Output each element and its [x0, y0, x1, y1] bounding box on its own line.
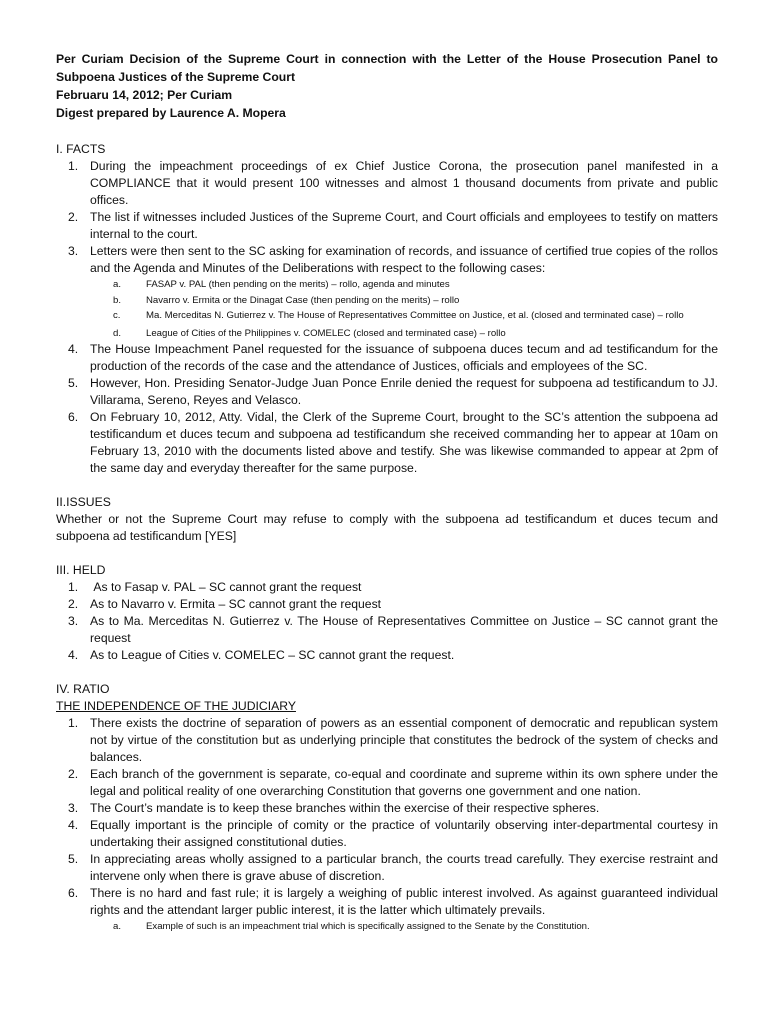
item-number: 3.: [68, 801, 79, 816]
item-text: As to League of Cities v. COMELEC – SC cannot grant the request.: [90, 648, 455, 663]
item-number: 4.: [68, 648, 79, 663]
sub-item: [56, 919, 718, 935]
author-line: Digest prepared by Laurence A. Mopera: [56, 106, 286, 120]
title-line-2: Subpoena Justices of the Supreme Court: [56, 70, 296, 84]
ratio-sub-list: [56, 919, 718, 935]
list-item: [56, 375, 718, 409]
item-text: The House Impeachment Panel requested for the issuance of subpoena duces tecum and ad testificandum for the production of the records of the case and the attendance of Justices, officials and employees of the SC.: [90, 342, 718, 374]
item-number: 5.: [68, 852, 79, 867]
item-number: 4.: [68, 818, 79, 833]
case-item: [56, 308, 718, 324]
item-text: On February 10, 2012, Atty. Vidal, the Clerk of the Supreme Court, brought to the SC’s attention the subpoena ad testificandum et duces tecum and subpoena ad testificandum she received commanding her to appear at 10am on February 13, 2010 with the documents listed above and testify. She was likewise commanded to appear at 2pm of the same day and everyday thereafter for the same purpose.: [90, 410, 718, 476]
list-item: [56, 243, 718, 341]
item-text: There exists the doctrine of separation of powers as an essential component of democratic and republican system not by virtue of the constitution but as underlying principle that constitutes the bedrock of the system of checks and balances.: [90, 716, 718, 765]
item-number: 2.: [68, 767, 79, 782]
list-item: [56, 885, 718, 935]
ratio-subheading: THE INDEPENDENCE OF THE JUDICIARY: [56, 699, 296, 714]
case-item: [56, 293, 718, 309]
item-number: 3.: [68, 614, 79, 629]
item-text: There is no hard and fast rule; it is largely a weighing of public interest involved. As against guaranteed individual rights and the attendant larger public interest, it is the latter which ultimately prevails.: [90, 886, 718, 918]
sub-item-letter: a.: [113, 921, 122, 933]
title-line-1: Per Curiam Decision of the Supreme Court in connection with the Letter of the House Prosecution Panel to: [56, 52, 718, 66]
item-text: As to Ma. Merceditas N. Gutierrez v. The House of Representatives Committee on Justice – SC cannot grant the request: [90, 614, 718, 646]
case-item: [56, 326, 718, 342]
case-letter: a.: [113, 279, 122, 290]
case-text: FASAP v. PAL (then pending on the merits) – rollo, agenda and minutes: [146, 279, 450, 290]
item-text: As to Fasap v. PAL – SC cannot grant the request: [90, 580, 362, 595]
item-number: 1.: [68, 716, 79, 731]
list-item: [56, 647, 718, 664]
list-item: [56, 209, 718, 243]
list-item: [56, 851, 718, 885]
case-letter: c.: [113, 310, 121, 322]
issues-heading: II.ISSUES: [56, 495, 111, 510]
list-item: [56, 341, 718, 375]
item-text: As to Navarro v. Ermita – SC cannot grant the request: [90, 597, 382, 612]
document-page: [56, 50, 718, 935]
item-number: 2.: [68, 210, 79, 224]
list-item: [56, 409, 718, 477]
item-text: The Court’s mandate is to keep these branches within the exercise of their respective spheres.: [90, 801, 600, 816]
case-item: [56, 277, 718, 293]
case-text: Navarro v. Ermita or the Dinagat Case (then pending on the merits) – rollo: [146, 294, 460, 306]
item-text: However, Hon. Presiding Senator-Judge Juan Ponce Enrile denied the request for subpoena ad testificandum to JJ. Villarama, Sereno, Reyes and Velasco.: [90, 376, 718, 408]
item-text: The list if witnesses included Justices of the Supreme Court, and Court officials and employees to testify on matters internal to the court.: [90, 210, 718, 241]
item-number: 6.: [68, 886, 79, 901]
list-item: [56, 158, 718, 209]
facts-list: [56, 158, 718, 477]
sub-item-text: Example of such is an impeachment trial which is specifically assigned to the Senate by the Constitution.: [146, 921, 590, 933]
item-text: In appreciating areas wholly assigned to a particular branch, the courts tread carefully. They exercise restraint and intervene only when there is grave abuse of discretion.: [90, 852, 718, 884]
item-text: Letters were then sent to the SC asking for examination of records, and issuance of certified true copies of the rollos and the Agenda and Minutes of the Deliberations with respect to the following cases:: [90, 244, 718, 275]
item-number: 5.: [68, 376, 79, 391]
item-number: 4.: [68, 342, 79, 357]
item-number: 3.: [68, 244, 79, 258]
facts-heading: I. FACTS: [56, 142, 106, 156]
list-item: [56, 766, 718, 800]
cases-list: [56, 277, 718, 341]
held-list: [56, 579, 718, 664]
list-item: [56, 579, 718, 596]
item-number: 1.: [68, 159, 79, 173]
list-item: [56, 596, 718, 613]
issues-section: [56, 494, 718, 545]
date-line: Februaru 14, 2012; Per Curiam: [56, 88, 233, 102]
list-item: [56, 817, 718, 851]
document-title: [56, 50, 718, 122]
case-text: Ma. Merceditas N. Gutierrez v. The House of Representatives Committee on Justice, et al. (closed and terminated case) – rollo: [146, 310, 684, 322]
ratio-list: [56, 715, 718, 935]
facts-section: [56, 141, 718, 477]
case-letter: b.: [113, 294, 122, 306]
case-text: League of Cities of the Philippines v. COMELEC (closed and terminated case) – rollo: [146, 327, 506, 339]
held-section: [56, 562, 718, 664]
list-item: [56, 613, 718, 647]
list-item: [56, 800, 718, 817]
case-letter: d.: [113, 327, 122, 339]
held-heading: III. HELD: [56, 563, 106, 578]
item-text: Each branch of the government is separate, co-equal and coordinate and supreme within its own sphere under the legal and political reality of one overarching Constitution that governs one government and one nation.: [90, 767, 718, 799]
item-text: During the impeachment proceedings of ex Chief Justice Corona, the prosecution panel manifested in a COMPLIANCE that it would present 100 witnesses and almost 1 thousand documents from private and public offices.: [90, 159, 718, 207]
ratio-section: [56, 681, 718, 935]
list-item: [56, 715, 718, 766]
item-number: 1.: [68, 580, 79, 595]
item-number: 6.: [68, 410, 79, 425]
item-number: 2.: [68, 597, 79, 612]
item-text: Equally important is the principle of comity or the practice of voluntarily observing inter-departmental courtesy in undertaking their assigned constitutional duties.: [90, 818, 718, 850]
issues-text: Whether or not the Supreme Court may refuse to comply with the subpoena ad testificandum et duces tecum and subpoena ad testificandum [YES]: [56, 512, 718, 544]
ratio-heading: IV. RATIO: [56, 682, 110, 697]
